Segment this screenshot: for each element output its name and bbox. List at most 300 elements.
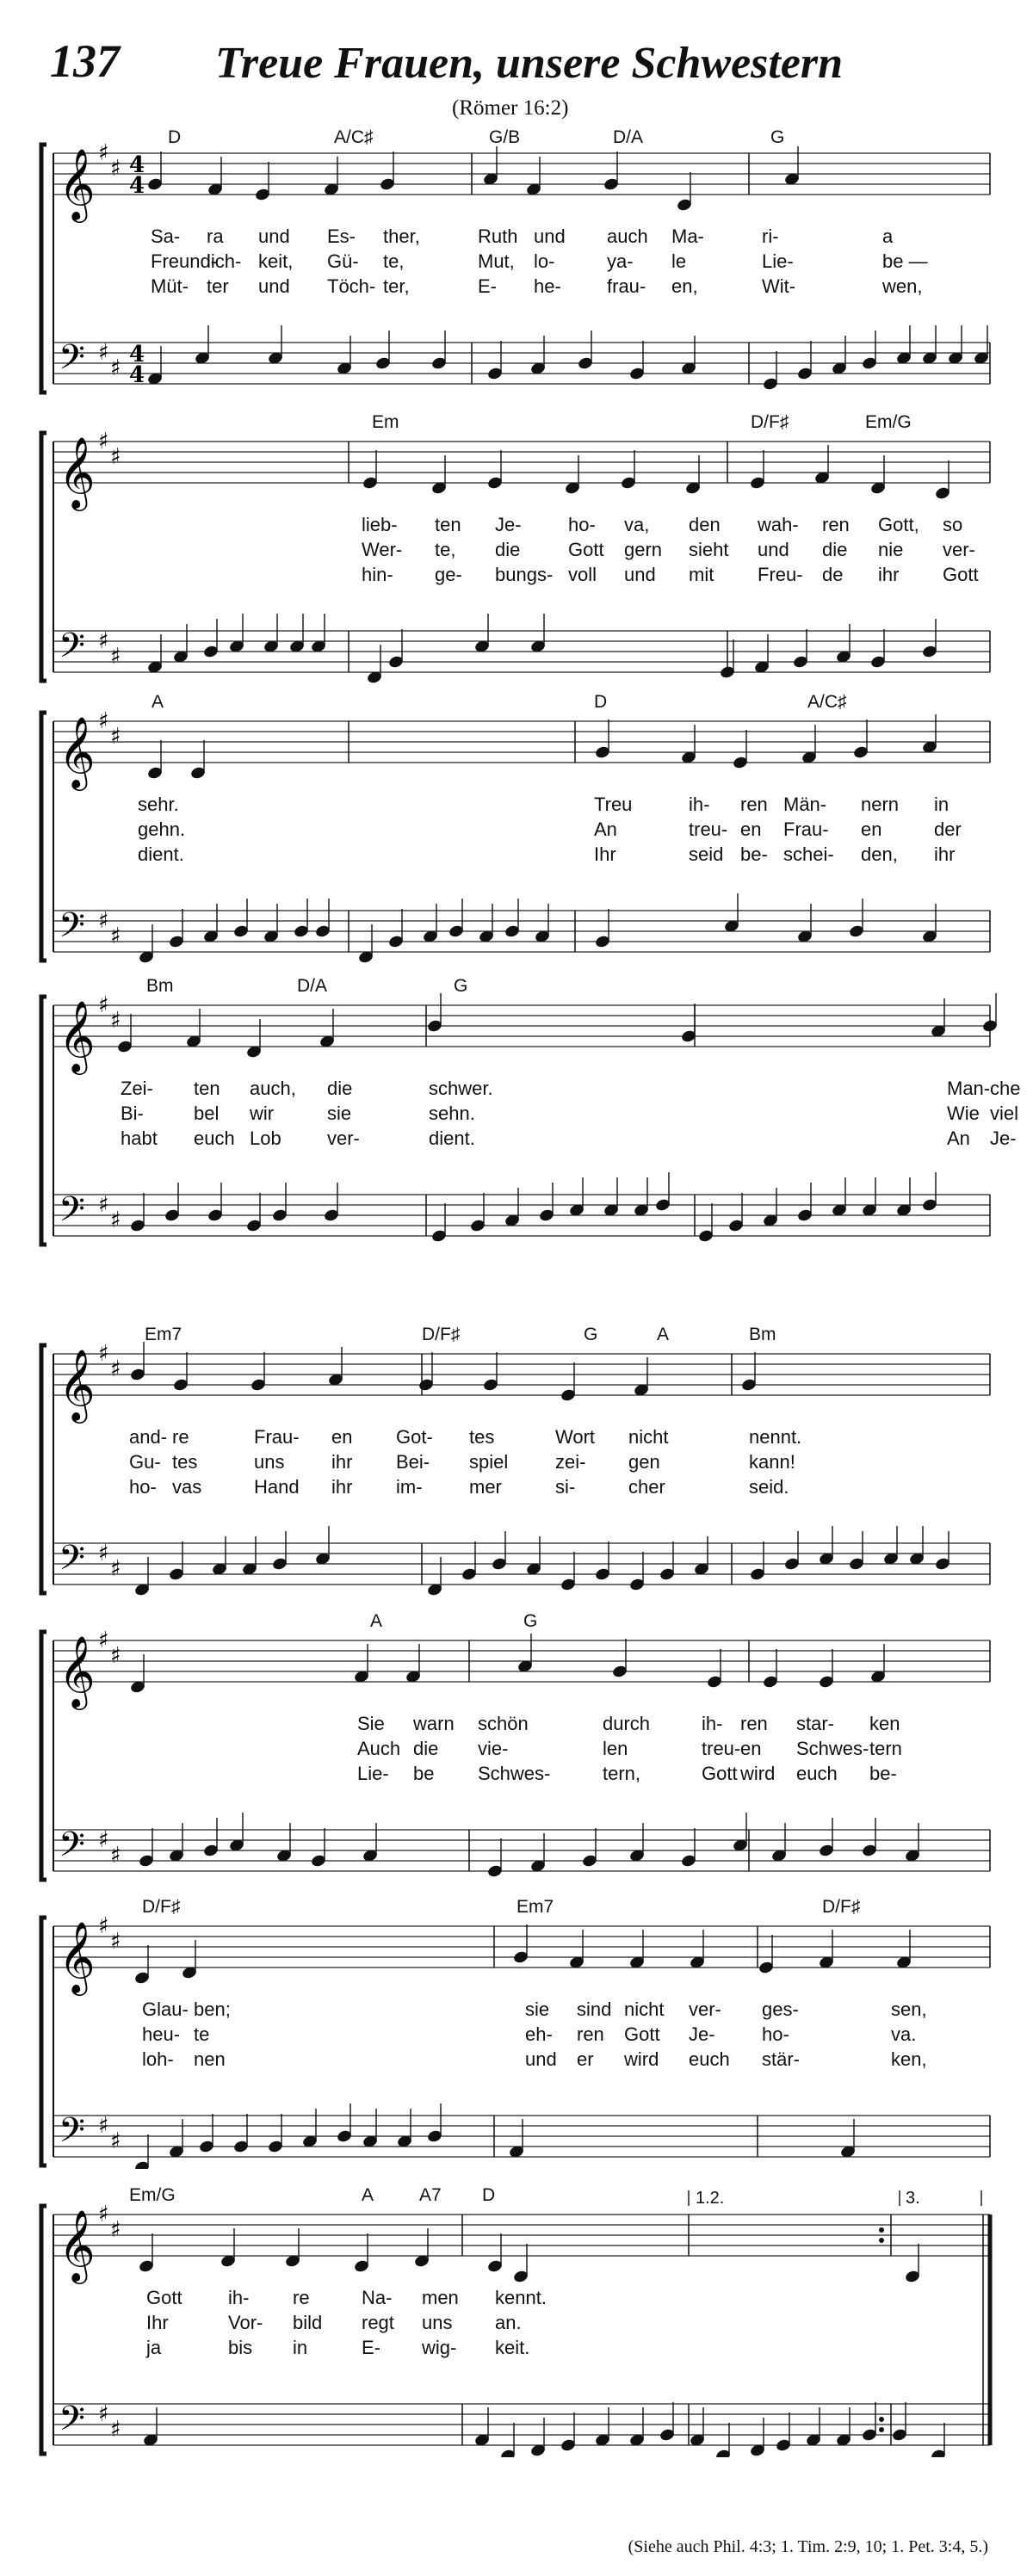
lyric-verse-2: an.	[495, 2312, 522, 2333]
key-sharp-icon: ♯	[98, 628, 109, 654]
bass-clef-icon: 𝄢	[59, 337, 85, 386]
lyric-verse-3: An	[947, 1127, 970, 1149]
lyric-verse-3: Je-	[990, 1127, 1017, 1149]
key-sharp-icon: ♯	[98, 1341, 109, 1367]
chord-symbol: Bm	[749, 1325, 776, 1344]
lyric-verse-3: loh-	[142, 2048, 174, 2070]
bass-staff	[53, 1195, 990, 1236]
lyric-verse-2: uns	[254, 1451, 285, 1473]
lyric-verse-3: und	[525, 2048, 557, 2070]
lyric-verse-3: er	[577, 2048, 594, 2070]
key-sharp-icon: ♯	[110, 1643, 121, 1669]
lyric-verse-3: mer	[469, 1476, 502, 1498]
lyric-verse-2: gern	[624, 539, 663, 560]
lyric-verse-2: Gott	[568, 539, 604, 560]
chord-symbol: A/C♯	[807, 692, 847, 712]
key-sharp-icon: ♯	[98, 908, 109, 934]
lyric-verse-2: gen	[628, 1451, 660, 1473]
lyric-verse-2: Bei-	[396, 1451, 430, 1473]
key-sharp-icon: ♯	[110, 1929, 121, 1955]
lyric-verse-2: vie-	[478, 1738, 509, 1759]
lyric-verse-1: lieb-	[362, 514, 398, 535]
lyric-verse-1: Got-	[396, 1426, 433, 1448]
chord-symbol: Em7	[145, 1325, 182, 1344]
lyric-verse-3: wen,	[882, 275, 923, 297]
lyric-verse-1: und	[258, 225, 290, 247]
lyric-verse-1: so	[943, 514, 963, 535]
lyric-verse-1: nennt.	[749, 1426, 802, 1448]
bass-staff	[53, 343, 990, 384]
treble-staff	[53, 1354, 990, 1395]
staff-system-4	[0, 981, 1033, 1248]
lyric-verse-3: stär-	[762, 2048, 800, 2070]
lyric-verse-2: ihr	[331, 1451, 353, 1473]
lyric-verse-3: Müt-	[151, 275, 189, 297]
chord-symbol: G	[523, 1611, 538, 1631]
lyric-verse-2: Gu-	[129, 1451, 161, 1473]
lyric-verse-1: and-	[129, 1426, 168, 1448]
lyric-verse-1: ver-	[689, 1998, 721, 2020]
lyric-verse-3: bungs-	[495, 564, 554, 585]
lyric-verse-3: seid	[689, 843, 724, 865]
lyric-verse-2: tern	[869, 1738, 902, 1759]
lyric-verse-3: ge-	[435, 564, 462, 585]
lyric-verse-3: be-	[740, 843, 768, 865]
lyric-verse-2: ver-	[943, 539, 975, 560]
lyric-verse-1: warn	[413, 1713, 455, 1734]
song-header	[0, 0, 1033, 129]
lyric-verse-3: tern,	[603, 1763, 641, 1784]
lyric-verse-3: ver-	[327, 1127, 360, 1149]
lyric-verse-2: Gott	[624, 2023, 660, 2045]
time-signature-bottom: 4	[129, 362, 145, 388]
lyric-verse-1: Sie	[357, 1713, 385, 1734]
chord-symbol: A	[657, 1325, 670, 1344]
bass-clef-icon: 𝄢	[59, 1538, 85, 1586]
lyric-verse-3: Gott	[702, 1763, 738, 1784]
lyric-verse-1: en	[331, 1426, 353, 1448]
key-sharp-icon: ♯	[110, 2417, 121, 2443]
lyric-verse-3: euch	[194, 1127, 235, 1149]
lyric-verse-2: Wer-	[362, 539, 403, 560]
lyric-verse-1: re	[293, 2287, 310, 2308]
lyric-verse-3: bis	[228, 2337, 253, 2358]
lyric-verse-1: ih-	[689, 794, 710, 815]
lyric-verse-2: Ihr	[146, 2312, 169, 2333]
lyric-verse-2: ya-	[607, 250, 634, 272]
treble-clef-icon: 𝄞	[59, 2208, 96, 2281]
lyric-verse-1: Gott	[146, 2287, 182, 2308]
lyric-verse-2: regt	[362, 2312, 394, 2333]
lyric-verse-2: en	[740, 819, 762, 840]
lyric-verse-2: en	[861, 819, 882, 840]
lyric-verse-1: Glau-	[142, 1998, 189, 2020]
lyric-verse-3: voll	[568, 564, 597, 585]
lyric-verse-1: re	[172, 1426, 189, 1448]
lyric-verse-1: ri-	[762, 225, 779, 247]
key-sharp-icon: ♯	[98, 708, 109, 734]
treble-clef-icon: 𝄞	[59, 1920, 96, 1992]
lyric-verse-1: tes	[469, 1426, 495, 1448]
system-bracket	[41, 2206, 46, 2454]
key-sharp-icon: ♯	[98, 2113, 109, 2139]
lyric-verse-2: spiel	[469, 1451, 509, 1473]
treble-clef-icon: 𝄞	[59, 436, 96, 508]
lyric-verse-1: Män-	[783, 794, 827, 815]
chord-symbol: D/F♯	[142, 1897, 181, 1917]
lyric-verse-3: euch	[689, 2048, 730, 2070]
treble-clef-icon: 𝄞	[59, 715, 96, 788]
lyric-verse-3: Gott	[943, 564, 979, 585]
bass-clef-icon: 𝄢	[59, 2110, 85, 2159]
key-sharp-icon: ♯	[98, 140, 109, 166]
lyric-verse-1: ren	[740, 1713, 768, 1734]
lyric-verse-2: sehn.	[429, 1103, 475, 1124]
key-sharp-icon: ♯	[98, 2202, 109, 2227]
lyric-verse-2: en	[740, 1738, 762, 1759]
system-8	[0, 2185, 1033, 2457]
lyric-verse-2: le	[671, 250, 687, 272]
lyric-verse-3: den,	[861, 843, 898, 865]
chord-symbol: A7	[419, 2185, 442, 2205]
lyric-verse-2: uns	[422, 2312, 453, 2333]
lyric-verse-2: kann!	[749, 1451, 795, 1473]
lyric-verse-2: Je-	[689, 2023, 715, 2045]
chord-symbol: A	[370, 1611, 383, 1631]
system-bracket	[41, 433, 46, 681]
chord-symbol: D/A	[297, 976, 328, 996]
system-7	[0, 1897, 1033, 2169]
lyric-verse-3: dient.	[138, 843, 184, 865]
system-bracket	[41, 1632, 46, 1880]
key-sharp-icon: ♯	[110, 1843, 121, 1869]
lyric-verse-3: be-	[869, 1763, 897, 1784]
lyric-verse-1: Ruth	[478, 225, 518, 247]
lyric-verse-1: wah-	[758, 514, 799, 535]
key-sharp-icon: ♯	[98, 1913, 109, 1939]
lyric-verse-2: und	[758, 539, 789, 560]
lyric-verse-2: tes	[172, 1451, 198, 1473]
chord-symbol: D	[482, 2185, 496, 2205]
chord-symbol: Em7	[516, 1897, 554, 1917]
lyric-verse-1: ken	[869, 1713, 900, 1734]
bass-staff	[53, 1830, 990, 1871]
lyric-verse-1: Zei-	[121, 1078, 153, 1099]
time-signature-bottom: 4	[129, 173, 145, 199]
lyric-verse-3: ihr	[331, 1476, 353, 1498]
lyric-verse-1: ther,	[383, 225, 420, 247]
treble-staff	[53, 153, 990, 195]
lyric-verse-3: Freu-	[758, 564, 803, 585]
lyric-verse-1: nern	[861, 794, 900, 815]
lyric-verse-1: nicht	[624, 1998, 665, 2020]
lyric-verse-2: Gü-	[327, 250, 359, 272]
lyric-verse-3: Schwes-	[478, 1763, 551, 1784]
lyric-verse-2: ren	[577, 2023, 604, 2045]
lyric-verse-1: Es-	[327, 225, 356, 247]
lyric-verse-1: sie	[525, 1998, 550, 2020]
lyric-verse-3: ihr	[934, 843, 956, 865]
lyric-verse-2: bel	[194, 1103, 220, 1124]
lyric-verse-3: Lob	[250, 1127, 281, 1149]
lyric-verse-1: die	[327, 1078, 353, 1099]
lyric-verse-1: auch,	[250, 1078, 296, 1099]
lyric-verse-2: Auch	[357, 1738, 401, 1759]
lyric-verse-3: Wit-	[762, 275, 796, 297]
lyric-verse-2: treu-	[689, 819, 728, 840]
lyric-verse-1: Ma-	[671, 225, 704, 247]
lyric-verse-2: treu-	[702, 1738, 741, 1759]
lyric-verse-1: Treu	[594, 794, 633, 815]
lyric-verse-2: sieht	[689, 539, 729, 560]
lyric-verse-2: Lie-	[762, 250, 794, 272]
lyric-verse-3: dient.	[429, 1127, 475, 1149]
chord-symbol: D/A	[613, 127, 644, 147]
chord-symbol: D	[168, 127, 182, 147]
lyric-verse-2: Frau-	[783, 819, 829, 840]
bass-staff	[53, 911, 990, 952]
chord-symbol: D/F♯	[822, 1897, 861, 1917]
lyric-verse-1: ten	[435, 514, 461, 535]
lyric-verse-2: Schwes-	[796, 1738, 869, 1759]
treble-clef-icon: 𝄞	[59, 999, 96, 1072]
lyric-verse-1: durch	[603, 1713, 651, 1734]
lyric-verse-1: Na-	[362, 2287, 393, 2308]
lyric-verse-2: bild	[293, 2312, 323, 2333]
bass-clef-icon: 𝄢	[59, 2399, 85, 2447]
key-sharp-icon: ♯	[110, 2217, 121, 2243]
lyric-verse-1: kennt.	[495, 2287, 547, 2308]
key-sharp-icon: ♯	[110, 1356, 121, 1382]
lyric-verse-1: schwer.	[429, 1078, 493, 1099]
chord-symbol: G	[770, 127, 785, 147]
chord-symbol: A	[152, 692, 164, 712]
lyric-verse-3: frau-	[607, 275, 646, 297]
lyric-verse-2: Freund-	[151, 250, 218, 272]
key-sharp-icon: ♯	[110, 924, 121, 949]
lyric-verse-1: schön	[478, 1713, 529, 1734]
lyric-verse-1: den	[689, 514, 721, 535]
lyric-verse-3: mit	[689, 564, 714, 585]
bass-clef-icon: 𝄢	[59, 1825, 85, 1873]
key-sharp-icon: ♯	[110, 1008, 121, 1034]
key-sharp-icon: ♯	[98, 1628, 109, 1653]
lyric-verse-3: im-	[396, 1476, 423, 1498]
lyric-verse-3: Ihr	[594, 843, 616, 865]
lyric-verse-1: star-	[796, 1713, 834, 1734]
lyric-verse-2: die	[822, 539, 848, 560]
footnote: (Siehe auch Phil. 4:3; 1. Tim. 2:9, 10; 1. Pet. 3:4, 5.)	[628, 2537, 988, 2556]
key-sharp-icon: ♯	[98, 1827, 109, 1853]
treble-staff	[53, 442, 990, 483]
lyric-verse-3: wird	[624, 2048, 659, 2070]
chord-symbol: Em	[372, 412, 399, 432]
song-title: Treue Frauen, unsere Schwestern	[215, 39, 844, 88]
lyric-verse-2: lo-	[534, 250, 555, 272]
lyric-verse-3: E-	[478, 275, 497, 297]
key-sharp-icon: ♯	[110, 724, 121, 750]
lyric-verse-3: hin-	[362, 564, 393, 585]
lyric-verse-1: sen,	[891, 1998, 927, 2020]
lyric-verse-2: heu-	[142, 2023, 181, 2045]
system-bracket	[41, 713, 46, 961]
lyric-verse-1: Sa-	[151, 225, 181, 247]
treble-clef-icon: 𝄞	[59, 1348, 96, 1420]
system-5	[0, 1325, 1033, 1597]
lyric-verse-2: lich-	[207, 250, 242, 272]
lyric-verse-3: Töch-	[327, 275, 376, 297]
lyric-verse-2: te,	[435, 539, 456, 560]
system-2	[0, 412, 1033, 684]
lyric-verse-3: wig-	[422, 2337, 457, 2358]
lyric-verse-2: be —	[882, 250, 928, 272]
system-1	[0, 129, 1033, 396]
lyric-verse-1: ten	[194, 1078, 220, 1099]
chord-symbol: Em/G	[129, 2185, 176, 2205]
lyric-verse-3: E-	[362, 2337, 380, 2358]
lyric-verse-2: die	[413, 1738, 439, 1759]
lyric-verse-2: Wie	[947, 1103, 980, 1124]
bass-clef-icon: 𝄢	[59, 626, 85, 674]
lyric-verse-2: len	[603, 1738, 628, 1759]
key-sharp-icon: ♯	[98, 1192, 109, 1218]
lyric-verse-3: en,	[671, 275, 698, 297]
lyric-verse-1: ren	[740, 794, 768, 815]
bass-clef-icon: 𝄢	[59, 905, 85, 954]
lyric-verse-3: ter	[207, 275, 229, 297]
lyric-verse-1: va,	[624, 514, 650, 535]
treble-staff	[53, 721, 990, 763]
key-sharp-icon: ♯	[110, 644, 121, 670]
chord-symbol: G	[454, 976, 468, 996]
lyric-verse-2: viel	[990, 1103, 1019, 1124]
chord-symbol: Em/G	[865, 412, 912, 432]
lyric-verse-2: nie	[878, 539, 904, 560]
lyric-verse-1: ges-	[762, 1998, 799, 2020]
lyric-verse-3: Hand	[254, 1476, 300, 1498]
lyric-verse-3: ken,	[891, 2048, 927, 2070]
lyric-verse-1: che	[990, 1078, 1021, 1099]
treble-clef-icon: 𝄞	[59, 147, 96, 219]
lyric-verse-3: si-	[555, 1476, 576, 1498]
key-sharp-icon: ♯	[98, 1541, 109, 1566]
treble-clef-icon: 𝄞	[59, 1634, 96, 1707]
system-4	[0, 976, 1033, 1248]
lyric-verse-3: ja	[146, 2337, 162, 2358]
lyric-verse-3: in	[293, 2337, 308, 2358]
lyric-verse-1: auch	[607, 225, 648, 247]
lyric-verse-1: ra	[207, 225, 224, 247]
system-bracket	[41, 1918, 46, 2165]
key-sharp-icon: ♯	[110, 2128, 121, 2154]
lyric-verse-2: eh-	[525, 2023, 553, 2045]
lyric-verse-1: ren	[822, 514, 850, 535]
scripture-reference: (Römer 16:2)	[452, 96, 569, 120]
lyric-verse-2: va.	[891, 2023, 917, 2045]
bass-staff	[53, 1543, 990, 1585]
treble-staff	[53, 1640, 990, 1682]
lyric-verse-3: nen	[194, 2048, 226, 2070]
lyric-verse-2: Bi-	[121, 1103, 144, 1124]
lyric-verse-3: und	[258, 275, 290, 297]
lyric-verse-1: ho-	[568, 514, 596, 535]
key-sharp-icon: ♯	[98, 992, 109, 1018]
chord-symbol: D/F♯	[751, 412, 789, 432]
lyric-verse-1: sehr.	[138, 794, 179, 815]
key-sharp-icon: ♯	[110, 1208, 121, 1233]
volta-label-2: 3.	[906, 2189, 920, 2208]
lyric-verse-3: schei-	[783, 843, 834, 865]
lyric-verse-1: Gott,	[878, 514, 919, 535]
lyric-verse-3: cher	[628, 1476, 665, 1498]
song-number: 137	[50, 35, 120, 87]
bass-clef-icon: 𝄢	[59, 1189, 85, 1238]
treble-staff	[53, 2215, 990, 2256]
lyric-verse-2: ho-	[762, 2023, 789, 2045]
key-sharp-icon: ♯	[98, 429, 109, 454]
lyric-verse-2: sie	[327, 1103, 352, 1124]
key-sharp-icon: ♯	[110, 1556, 121, 1582]
lyric-verse-1: ben;	[194, 1998, 231, 2020]
chord-symbol: G/B	[489, 127, 521, 147]
time-signature-top: 4	[129, 342, 145, 368]
key-sharp-icon: ♯	[110, 156, 121, 182]
chord-symbol: A	[362, 2185, 374, 2205]
lyric-verse-1: nicht	[628, 1426, 669, 1448]
lyric-verse-2: wir	[250, 1103, 275, 1124]
lyric-verse-3: und	[624, 564, 656, 585]
lyric-verse-3: vas	[172, 1476, 202, 1498]
lyric-verse-3: be	[413, 1763, 435, 1784]
key-sharp-icon: ♯	[110, 444, 121, 470]
system-bracket	[41, 997, 46, 1245]
key-sharp-icon: ♯	[110, 355, 121, 381]
lyric-verse-2: keit,	[258, 250, 294, 272]
lyric-verse-1: Frau-	[254, 1426, 300, 1448]
lyric-verse-2: te	[194, 2023, 210, 2045]
lyric-verse-1: Wort	[555, 1426, 596, 1448]
lyric-verse-3: ho-	[129, 1476, 157, 1498]
lyric-verse-1: Je-	[495, 514, 522, 535]
lyric-verse-1: in	[934, 794, 949, 815]
lyric-verse-3: seid.	[749, 1476, 789, 1498]
lyric-verse-2: Vor-	[228, 2312, 263, 2333]
time-signature-top: 4	[129, 152, 145, 178]
lyric-verse-2: te,	[383, 250, 405, 272]
lyric-verse-2: der	[934, 819, 962, 840]
system-6	[0, 1611, 1033, 1883]
system-3	[0, 692, 1033, 964]
chord-symbol: D/F♯	[422, 1325, 461, 1344]
lyric-verse-3: Lie-	[357, 1763, 389, 1784]
lyric-verse-2: An	[594, 819, 617, 840]
lyric-verse-3: he-	[534, 275, 561, 297]
lyric-verse-3: ihr	[878, 564, 900, 585]
lyric-verse-1: ih-	[702, 1713, 723, 1734]
lyric-verse-1: Man-	[947, 1078, 991, 1099]
lyric-verse-2: gehn.	[138, 819, 186, 840]
key-sharp-icon: ♯	[98, 340, 109, 366]
chord-symbol: A/C♯	[334, 127, 374, 147]
key-sharp-icon: ♯	[98, 2401, 109, 2427]
lyric-verse-1: men	[422, 2287, 459, 2308]
lyric-verse-1: ih-	[228, 2287, 250, 2308]
chord-symbol: G	[584, 1325, 598, 1344]
lyric-verse-1: und	[534, 225, 566, 247]
lyric-verse-3: de	[822, 564, 844, 585]
chord-symbol: D	[594, 692, 608, 712]
chord-symbol: Bm	[146, 976, 174, 996]
